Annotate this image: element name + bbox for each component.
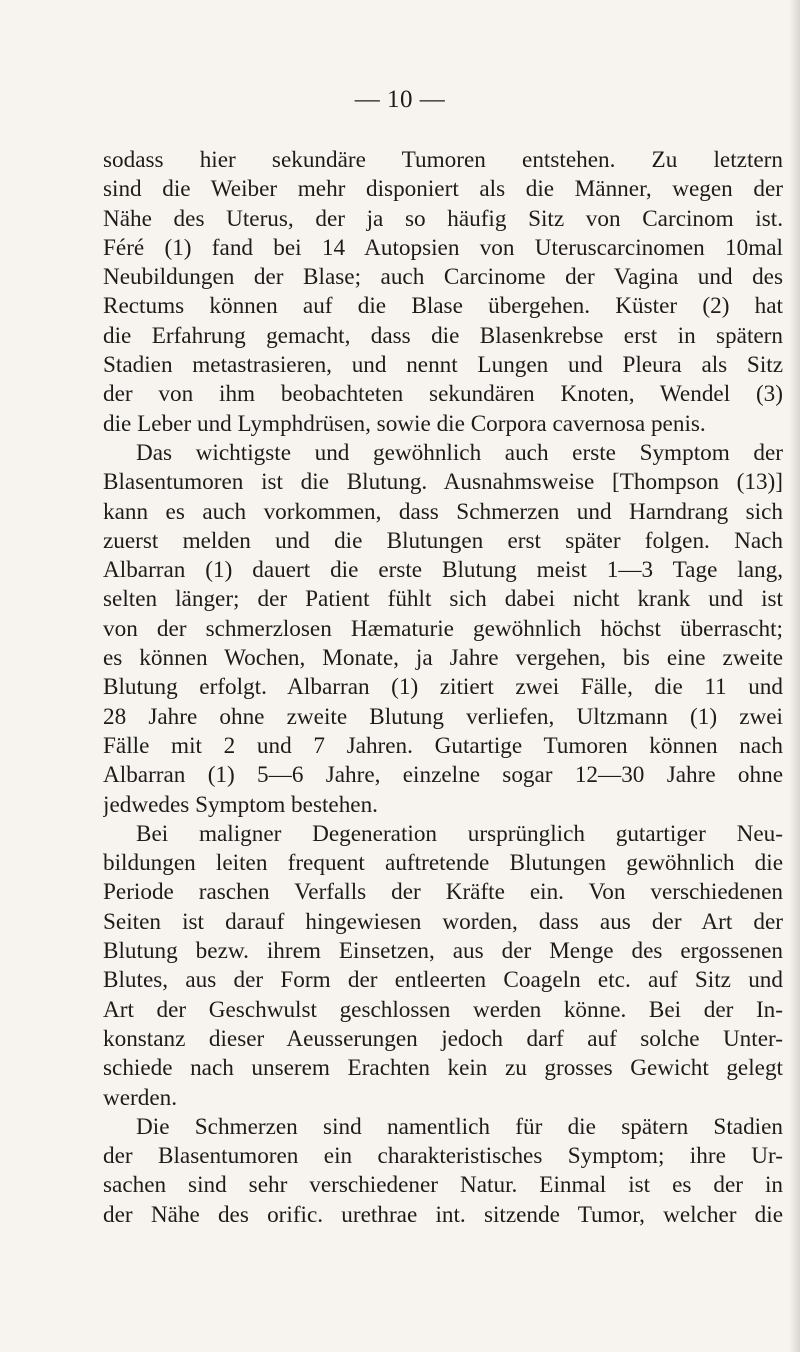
text-line: sodass hier sekundäre Tumoren entstehen. Zu letztern xyxy=(103,147,783,173)
text-line: Fälle mit 2 und 7 Jahren. Gutartige Tumoren können nach xyxy=(103,732,783,759)
text-line: Blasentumoren ist die Blutung. Ausnahmsweise [Thompson (13)] xyxy=(103,469,783,496)
text-line: Das wichtigste und gewöhnlich auch erste Symptom der xyxy=(136,439,783,466)
text-line: Die Schmerzen sind namentlich für die spätern Stadien xyxy=(136,1113,783,1140)
page-number: — 10 — xyxy=(354,86,446,113)
text-line: die Erfahrung gemacht, dass die Blasenkrebse erst in spätern xyxy=(103,322,783,349)
text-line: Blutung bezw. ihrem Einsetzen, aus der Menge des ergossenen xyxy=(103,938,783,965)
text-line: zuerst melden und die Blutungen erst später folgen. Nach xyxy=(103,527,783,554)
text-line: der Nähe des orific. urethrae int. sitzende Tumor, welcher die xyxy=(103,1201,783,1228)
text-line: Albarran (1) 5—6 Jahre, einzelne sogar 12—30 Jahre ohne xyxy=(103,762,783,789)
text-line: Bei maligner Degeneration ursprünglich gutartiger Neu- xyxy=(136,820,783,847)
text-line: Blutes, aus der Form der entleerten Coageln etc. auf Sitz und xyxy=(103,967,783,994)
text-line: werden. xyxy=(103,1084,178,1111)
text-line: 28 Jahre ohne zweite Blutung verliefen, Ultzmann (1) zwei xyxy=(103,703,783,730)
text-line: Rectums können auf die Blase übergehen. Küster (2) hat xyxy=(103,293,783,320)
text-line: Stadien metastrasieren, und nennt Lungen und Pleura als Sitz xyxy=(103,352,783,379)
text-line: die Leber und Lymphdrüsen, sowie die Corpora cavernosa penis. xyxy=(103,410,706,437)
page-edge-shadow xyxy=(790,0,800,1352)
text-line: sind die Weiber mehr disponiert als die Männer, wegen der xyxy=(103,176,783,203)
text-line: selten länger; der Patient fühlt sich dabei nicht krank und ist xyxy=(103,586,783,613)
text-line: Blutung erfolgt. Albarran (1) zitiert zwei Fälle, die 11 und xyxy=(103,674,783,701)
text-line: Féré (1) fand bei 14 Autopsien von Uteruscarcinomen 10mal xyxy=(103,234,783,261)
text-line: bildungen leiten frequent auftretende Blutungen gewöhnlich die xyxy=(103,850,783,877)
text-line: Albarran (1) dauert die erste Blutung meist 1—3 Tage lang, xyxy=(103,557,783,584)
text-line: Nähe des Uterus, der ja so häufig Sitz von Carcinom ist. xyxy=(103,205,783,232)
text-line: Periode raschen Verfalls der Kräfte ein. Von verschiedenen xyxy=(103,879,783,906)
text-line: es können Wochen, Monate, ja Jahre vergehen, bis eine zweite xyxy=(103,645,783,672)
body-text xyxy=(103,146,783,1230)
text-line: schiede nach unserem Erachten kein zu grosses Gewicht gelegt xyxy=(103,1055,783,1082)
text-line: der von ihm beobachteten sekundären Knoten, Wendel (3) xyxy=(103,381,783,408)
text-line: von der schmerzlosen Hæmaturie gewöhnlich höchst überrascht; xyxy=(103,615,783,642)
text-line: Art der Geschwulst geschlossen werden könne. Bei der In- xyxy=(103,996,783,1023)
text-line: konstanz dieser Aeusserungen jedoch darf auf solche Unter- xyxy=(103,1025,783,1052)
text-line: sachen sind sehr verschiedener Natur. Einmal ist es der in xyxy=(103,1172,783,1199)
text-line: der Blasentumoren ein charakteristisches Symptom; ihre Ur- xyxy=(103,1143,783,1170)
text-line: kann es auch vorkommen, dass Schmerzen und Harndrang sich xyxy=(103,498,783,525)
text-line: jedwedes Symptom bestehen. xyxy=(103,791,378,818)
text-line: Seiten ist darauf hingewiesen worden, dass aus der Art der xyxy=(103,908,783,935)
text-line: Neubildungen der Blase; auch Carcinome der Vagina und des xyxy=(103,264,783,291)
